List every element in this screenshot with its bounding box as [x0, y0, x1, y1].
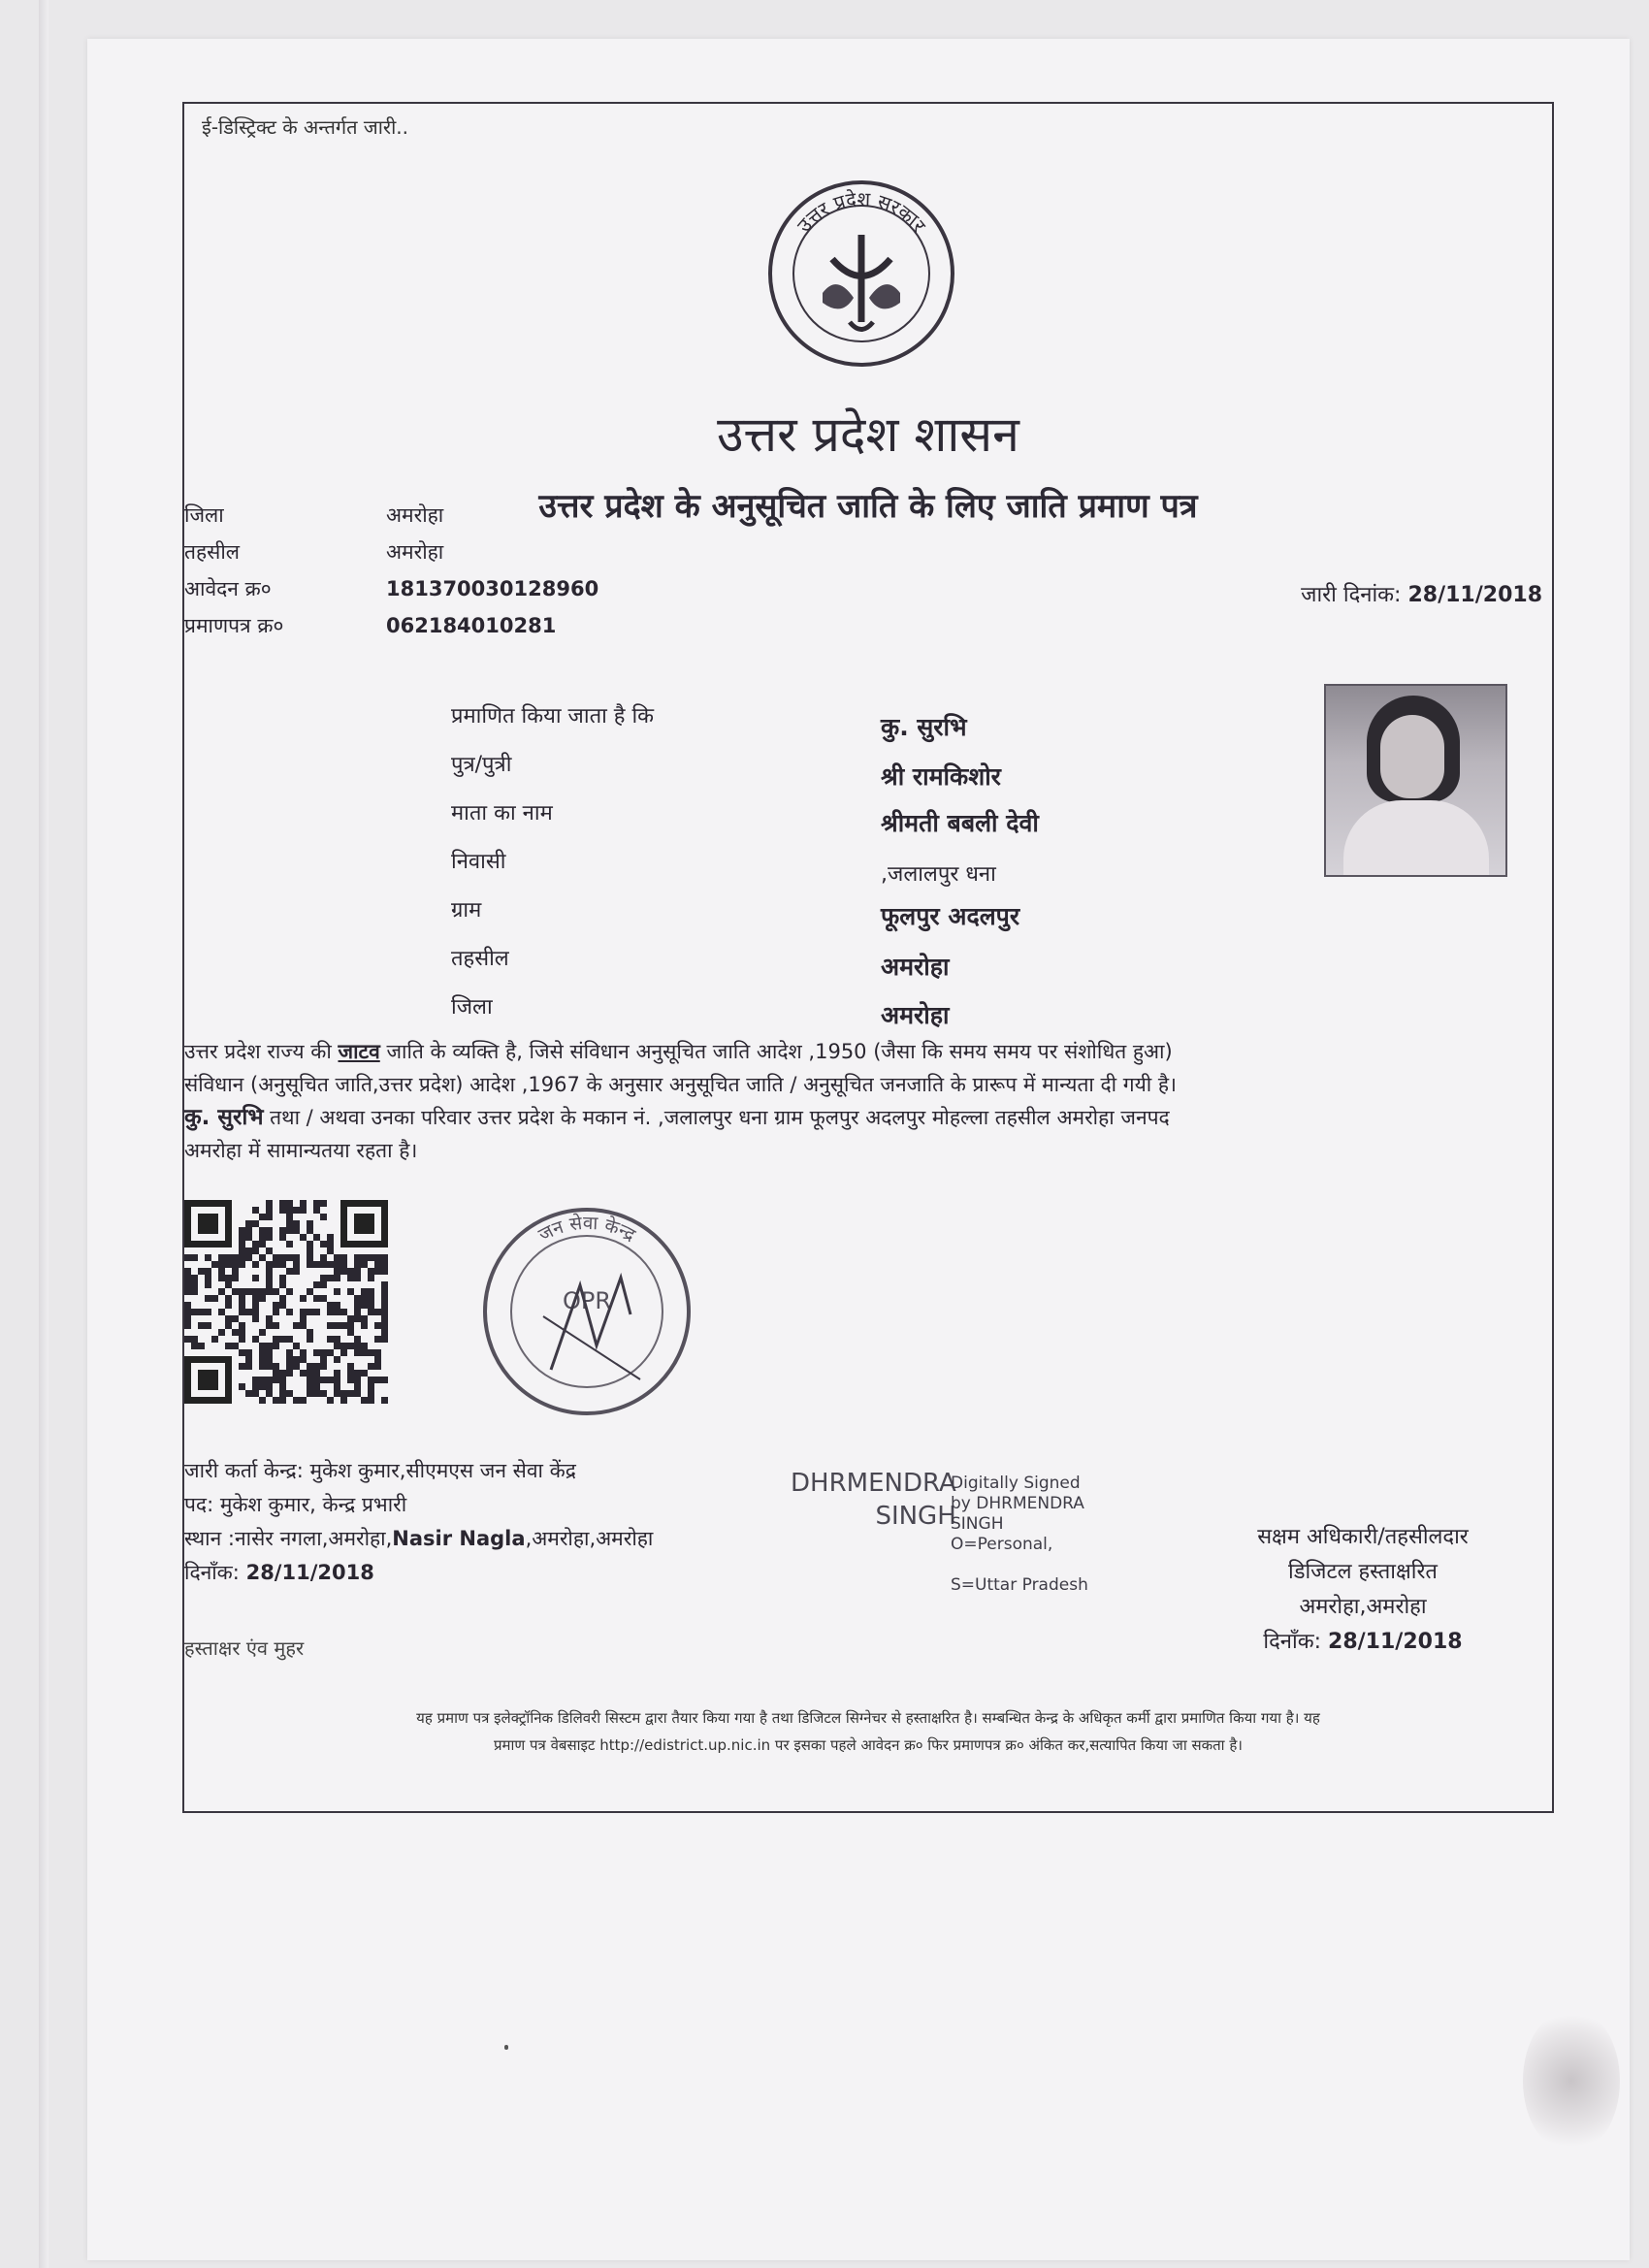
authority-date — [1198, 1625, 1528, 1660]
issuer-date — [184, 1559, 374, 1586]
authority-date-label: दिनाँक: — [1263, 1630, 1322, 1654]
certificate-statement — [184, 1035, 1542, 1167]
field-label-tehsil: तहसील — [451, 947, 509, 971]
field-value-resident: ,जलालपुर धना — [881, 862, 996, 887]
tehsil-value: अमरोहा — [386, 540, 444, 564]
field-label-son-daughter: पुत्र/पुत्री — [451, 753, 512, 777]
applicant-photo — [1324, 684, 1507, 877]
sig-info-line6: S=Uttar Pradesh — [951, 1575, 1088, 1595]
statement-line2: संविधान (अनुसूचित जाति,उत्तर प्रदेश) आदेश ,1967 के अनुसार अनुसूचित जाति / अनुसूचित जनजाति के प्रारूप में मान्यता दी गयी है। — [184, 1073, 1178, 1096]
authority-title: सक्षम अधिकारी/तहसीलदार — [1257, 1525, 1469, 1549]
competent-authority — [1198, 1520, 1528, 1660]
signature-and-seal-label: हस्ताक्षर एंव मुहर — [184, 1636, 305, 1660]
sig-info-line4: O=Personal, — [951, 1535, 1053, 1554]
statement-line1-prefix: उत्तर प्रदेश राज्य की — [184, 1040, 339, 1063]
header-note: ई-डिस्ट्रिक्ट के अन्तर्गत जारी.. — [202, 115, 408, 139]
footer-line1: यह प्रमाण पत्र इलेक्ट्रॉनिक डिलिवरी सिस्टम द्वारा तैयार किया गया है तथा डिजिटल सिग्नेचर से हस्ताक्षरित है। सम्बन्धित केन्द्र के अधिकृत कर्मी द्वारा प्रमाणित किया गया है। यह — [416, 1709, 1320, 1727]
issuer-post: पद: मुकेश कुमार, केन्द्र प्रभारी — [184, 1493, 407, 1516]
sig-info-line1: Digitally Signed — [951, 1474, 1081, 1493]
issue-date-value: 28/11/2018 — [1407, 583, 1542, 607]
office-seal-stamp — [475, 1200, 698, 1423]
application-no-label: आवेदन क्र० — [184, 577, 272, 600]
stamp-text: जन सेवा केन्द्र — [534, 1212, 639, 1247]
caste-name: जाटव — [338, 1040, 380, 1063]
issuer-place — [184, 1525, 653, 1552]
issuer-place-prefix: स्थान :नासेर नगला,अमरोहा, — [184, 1527, 393, 1550]
statement-holder-name: कु. सुरभि — [184, 1105, 264, 1130]
paper-smudge — [1523, 2008, 1620, 2154]
statement-line1-suffix: जाति के व्यक्ति है, जिसे संविधान अनुसूचित जाति आदेश ,1950 (जैसा कि समय समय पर संशोधित हुआ) — [379, 1040, 1173, 1063]
field-label-village: ग्राम — [451, 898, 482, 923]
footer-disclaimer — [184, 1704, 1552, 1759]
issuing-center: जारी कर्ता केन्द्र: मुकेश कुमार,सीएमएस जन सेवा केंद्र — [184, 1459, 576, 1482]
authority-date-value: 28/11/2018 — [1328, 1630, 1463, 1654]
sig-info-line3: SINGH — [951, 1514, 1004, 1534]
up-government-emblem — [764, 177, 958, 371]
issuer-date-label: दिनाँक: — [184, 1561, 240, 1584]
government-title: उत्तर प्रदेश शासन — [717, 406, 1019, 463]
field-value-village: फूलपुर अदलपुर — [881, 902, 1020, 930]
field-label-mother: माता का नाम — [451, 801, 553, 826]
certificate-subtitle: उत्तर प्रदेश के अनुसूचित जाति के लिए जाति प्रमाण पत्र — [538, 487, 1198, 526]
statement-line4: अमरोहा में सामान्यतया रहता है। — [184, 1139, 418, 1162]
sig-info-line2: by DHRMENDRA — [951, 1494, 1084, 1513]
certificate — [182, 102, 1554, 1813]
authority-signed: डिजिटल हस्ताक्षरित — [1288, 1560, 1438, 1584]
district-label: जिला — [184, 503, 224, 527]
field-value-name: कु. सुरभि — [881, 713, 967, 741]
field-value-father: श्री रामकिशोर — [881, 762, 1001, 791]
field-label-resident: निवासी — [451, 850, 506, 874]
footer-line2: प्रमाण पत्र वेबसाइट http://edistrict.up.nic.in पर इसका पहले आवेदन क्र० फिर प्रमाणपत्र क्र० अंकित कर,सत्यापित किया जा सकता है। — [494, 1736, 1243, 1754]
issuer-place-english: Nasir Nagla — [392, 1527, 526, 1550]
issue-date — [1301, 579, 1542, 608]
digital-signature-info — [951, 1474, 1088, 1596]
emblem-text: उत्तर प्रदेश सरकार — [792, 186, 931, 237]
certificate-no-label: प्रमाणपत्र क्र० — [184, 614, 284, 637]
stamp-center-text: OPR — [562, 1287, 612, 1314]
field-label-certified: प्रमाणित किया जाता है कि — [451, 704, 655, 729]
ink-dot — [504, 2045, 508, 2050]
issue-date-label: जारी दिनांक: — [1301, 583, 1402, 607]
page-edge — [39, 0, 48, 2268]
issuer-place-suffix: ,अमरोहा,अमरोहा — [525, 1527, 654, 1550]
tehsil-label: तहसील — [184, 540, 240, 564]
statement-line3: तथा / अथवा उनका परिवार उत्तर प्रदेश के मकान नं. ,जलालपुर धना ग्राम फूलपुर अदलपुर मोहल्ला तहसील अमरोहा जनपद — [263, 1106, 1170, 1129]
field-value-mother: श्रीमती बबली देवी — [881, 809, 1039, 837]
digital-signature-name — [791, 1467, 956, 1533]
issuer-date-value: 28/11/2018 — [245, 1561, 374, 1584]
district-value: अमरोहा — [386, 503, 444, 527]
signer-name-line2: SINGH — [875, 1502, 956, 1531]
certificate-no-value: 062184010281 — [386, 614, 557, 637]
authority-place: अमरोहा,अमरोहा — [1299, 1595, 1427, 1619]
field-value-district: अमरोहा — [881, 1001, 950, 1029]
field-label-district: जिला — [451, 995, 493, 1020]
field-value-tehsil: अमरोहा — [881, 953, 950, 981]
signer-name-line1: DHRMENDRA — [791, 1469, 956, 1498]
application-no-value: 181370030128960 — [386, 577, 599, 600]
qr-code — [184, 1200, 388, 1404]
